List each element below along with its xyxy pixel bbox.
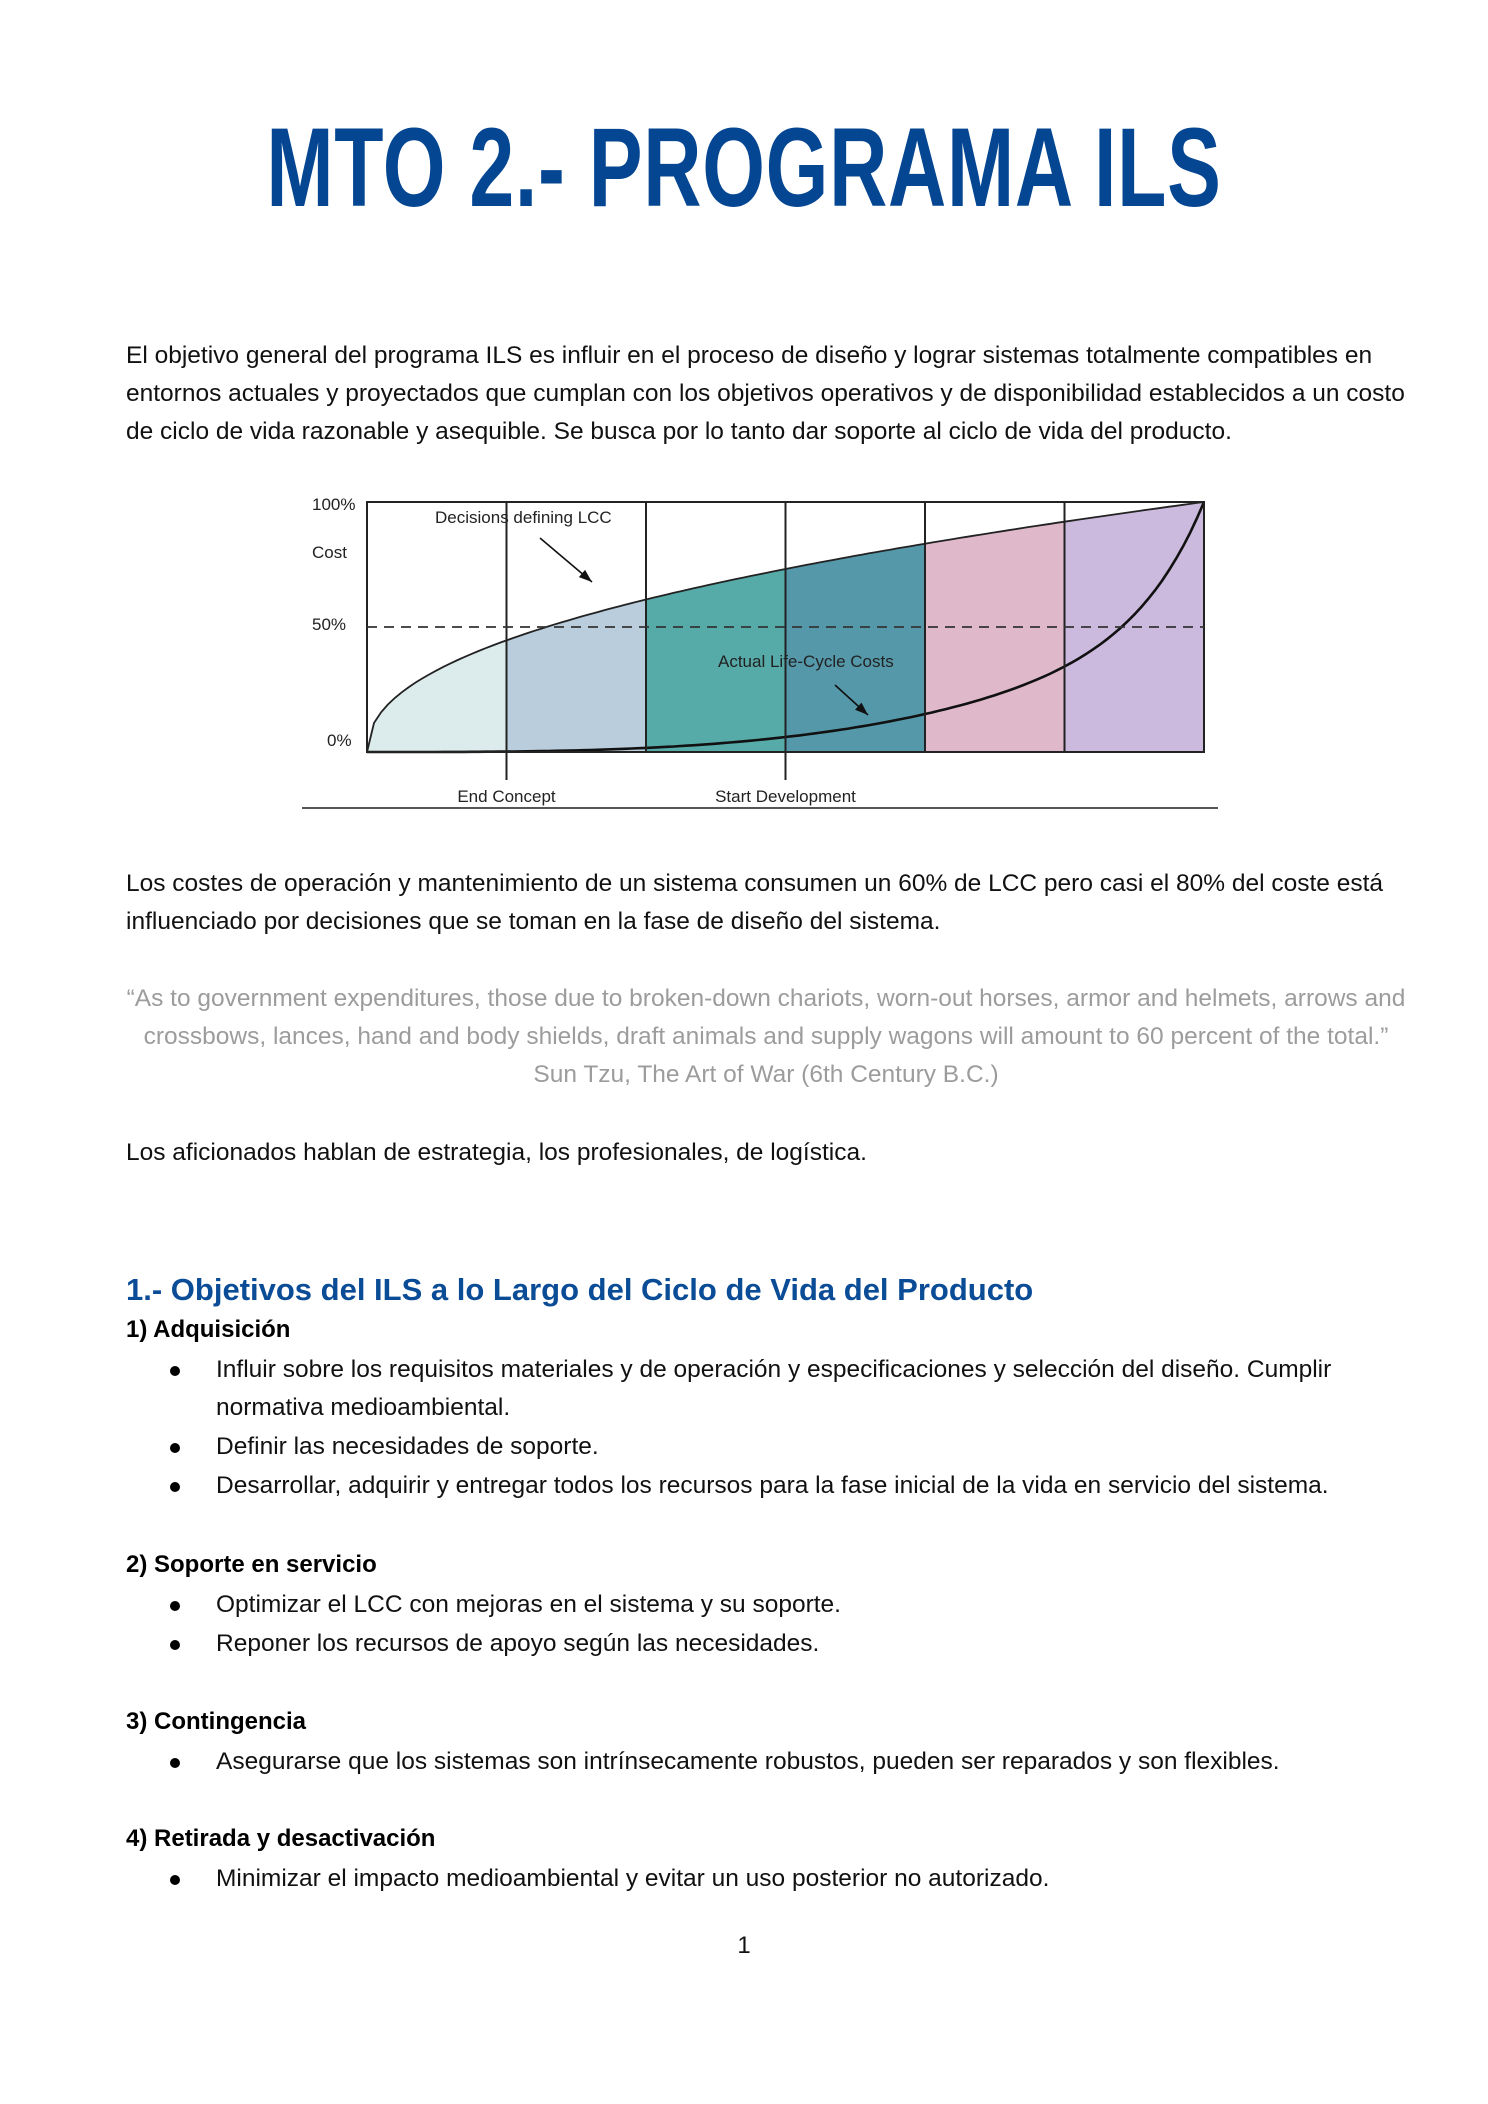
section-heading: 1.- Objetivos del ILS a lo Largo del Ciclo de Vida del Producto: [126, 1272, 1034, 1307]
list-item: [126, 1625, 1416, 1663]
list-item-text: Asegurarse que los sistemas son intrínsecamente robustos, pueden ser reparados y son flexibles.: [216, 1748, 1280, 1775]
page-number: 1: [737, 1932, 751, 1959]
page-title: MTO 2.- PROGRAMA ILS: [266, 105, 1222, 230]
list-item-text: Desarrollar, adquirir y entregar todos los recursos para la fase inicial de la vida en servicio del sistema.: [216, 1472, 1329, 1499]
bullet-icon: [170, 1443, 180, 1453]
x-marker-label-1: End Concept: [457, 787, 556, 806]
list-item-text: Minimizar el impacto medioambiental y evitar un uso posterior no autorizado.: [216, 1865, 1050, 1892]
subsection-heading-soporte: 2) Soporte en servicio: [126, 1551, 377, 1578]
phase-area-1: [367, 640, 507, 752]
list-item: [126, 1428, 1416, 1466]
bullet-icon: [170, 1601, 180, 1611]
contingencia-list: [126, 1743, 1416, 1782]
phase-area-4: [786, 544, 926, 752]
bullet-icon: [170, 1875, 180, 1885]
subsection-heading-retirada: 4) Retirada y desactivación: [126, 1825, 436, 1852]
sun-tzu-quote: “As to government expenditures, those due to broken-down chariots, worn-out horses, armor and helmets, arrows and crossbows, lances, hand and body shields, draft animals and supply wagons will amount to 60 percent of the total.” Sun Tzu, The Art of War (6th Century B.C.): [126, 985, 1406, 1088]
list-item: [126, 1586, 1416, 1624]
bullet-icon: [170, 1640, 180, 1650]
list-item: [126, 1467, 1416, 1505]
phase-area-2: [507, 600, 647, 752]
list-item: [126, 1743, 1416, 1781]
list-item-text: Optimizar el LCC con mejoras en el sistema y su soporte.: [216, 1591, 841, 1618]
list-item-text: Reponer los recursos de apoyo según las necesidades.: [216, 1630, 820, 1657]
y-axis-label: Cost: [312, 543, 347, 562]
y-tick-100: 100%: [312, 495, 356, 514]
bullet-icon: [170, 1758, 180, 1768]
y-tick-50: 50%: [312, 615, 347, 634]
retirada-list: [126, 1860, 1416, 1899]
y-tick-0: 0%: [327, 731, 352, 750]
costs-paragraph: Los costes de operación y mantenimiento de un sistema consumen un 60% de LCC pero casi el 80% del coste está influenciado por decisiones que se toman en la fase de diseño del sistema.: [126, 870, 1384, 935]
list-item-text: Definir las necesidades de soporte.: [216, 1433, 599, 1460]
annotation-decisions-defining-lcc: Decisions defining LCC: [435, 508, 612, 527]
adquisicion-list: [126, 1351, 1416, 1506]
lcc-chart-svg: [302, 490, 1218, 812]
x-marker-label-2: Start Development: [715, 787, 856, 806]
annotation-actual-life-cycle-costs: Actual Life-Cycle Costs: [718, 652, 894, 671]
list-item: [126, 1860, 1416, 1898]
bullet-icon: [170, 1366, 180, 1376]
subsection-heading-adquisicion: 1) Adquisición: [126, 1316, 291, 1343]
lcc-chart: [302, 490, 1218, 812]
phase-area-5: [925, 522, 1065, 752]
subsection-heading-contingencia: 3) Contingencia: [126, 1708, 307, 1735]
soporte-list: [126, 1586, 1416, 1664]
aficionados-paragraph: Los aficionados hablan de estrategia, los profesionales, de logística.: [126, 1139, 867, 1166]
list-item: [126, 1351, 1416, 1427]
intro-paragraph: El objetivo general del programa ILS es influir en el proceso de diseño y lograr sistemas totalmente compatibles en entornos actuales y proyectados que cumplan con los objetivos operativos y de disponibilidad establecidos a un costo de ciclo de vida razonable y asequible. Se busca por lo tanto dar soporte al ciclo de vida del producto.: [126, 342, 1405, 445]
list-item-text: Influir sobre los requisitos materiales y de operación y especificaciones y selección del diseño. Cumplir normativa medioambiental.: [216, 1356, 1332, 1421]
bullet-icon: [170, 1482, 180, 1492]
